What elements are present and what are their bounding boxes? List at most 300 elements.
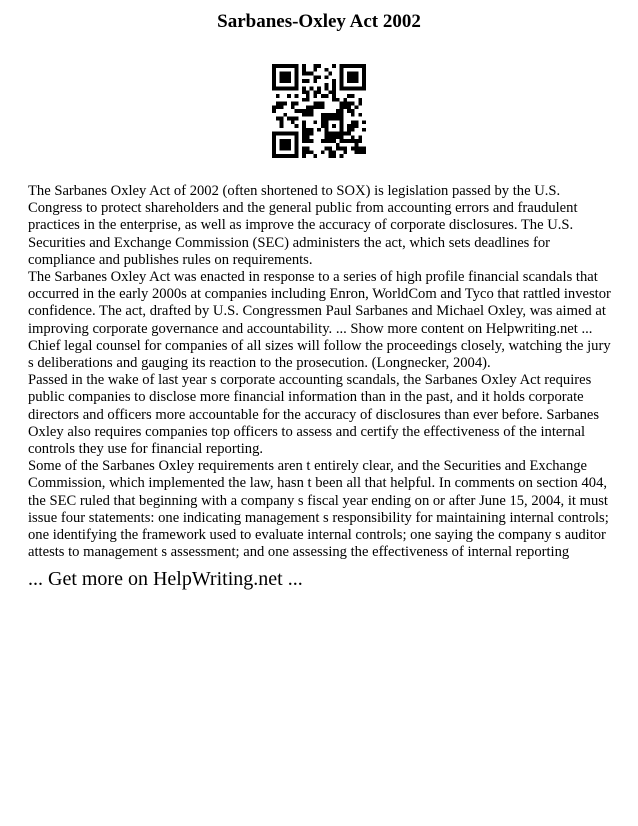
qr-module: [362, 64, 366, 68]
qr-module: [302, 98, 306, 102]
qr-module: [283, 143, 287, 147]
qr-module: [287, 87, 291, 91]
qr-module: [291, 117, 295, 121]
qr-module: [328, 72, 332, 76]
qr-module: [306, 79, 310, 83]
qr-module: [283, 64, 287, 68]
qr-module: [358, 98, 362, 102]
qr-module: [310, 139, 314, 143]
qr-module: [310, 72, 314, 76]
qr-module: [272, 132, 276, 136]
qr-module: [358, 150, 362, 154]
qr-module: [355, 139, 359, 143]
qr-module: [272, 68, 276, 72]
qr-module: [340, 87, 344, 91]
qr-module: [295, 83, 299, 87]
qr-module: [347, 87, 351, 91]
qr-module: [325, 147, 329, 151]
qr-module: [272, 79, 276, 83]
qr-module: [325, 87, 329, 91]
qr-module: [355, 87, 359, 91]
qr-module: [291, 105, 295, 109]
qr-module: [276, 94, 280, 98]
qr-module: [276, 132, 280, 136]
qr-module: [313, 79, 317, 83]
qr-module: [336, 117, 340, 121]
qr-module: [287, 79, 291, 83]
qr-module: [355, 147, 359, 151]
qr-module: [272, 147, 276, 151]
qr-module: [317, 128, 321, 132]
qr-module: [336, 109, 340, 113]
qr-module: [280, 132, 284, 136]
qr-module: [306, 98, 310, 102]
qr-module: [343, 87, 347, 91]
paragraph-requirements: Some of the Sarbanes Oxley requirements aren t entirely clear, and the Securities and Exchange Commission, which implemented the law, hasn t been all that helpful. In comments on section 404, the SEC ruled that beginning with a company s fiscal year ending on or after June 15, 2004, it must issue four statements: one indicating management s responsibility for maintaining internal controls; one identifying the framework used to evaluate internal controls; one saying the company s auditor attests to management s assessment; and one assessing the effectiveness of internal reporting: [28, 458, 609, 561]
qr-module: [283, 87, 287, 91]
qr-module: [276, 102, 280, 106]
paragraph-disclosure: Passed in the wake of last year s corporate accounting scandals, the Sarbanes Oxley Act requires public companies to disclose more financial information than in the past, and it holds corporate directors and officers more accountable for the accuracy of disclosures than ever before. Sarbanes Oxley also requires companies top officers to assess and certify the effectiveness of the internal controls they use for financial reporting.: [28, 372, 600, 458]
qr-module: [340, 68, 344, 72]
qr-module: [321, 124, 325, 128]
qr-module: [310, 128, 314, 132]
qr-module: [325, 83, 329, 87]
qr-module: [295, 143, 299, 147]
qr-module: [280, 117, 284, 121]
qr-module: [332, 64, 336, 68]
qr-module: [291, 64, 295, 68]
qr-module: [343, 132, 347, 136]
qr-module: [340, 105, 344, 109]
qr-module: [362, 83, 366, 87]
qr-module: [287, 143, 291, 147]
qr-module: [302, 113, 306, 117]
qr-module: [272, 72, 276, 76]
qr-module: [358, 147, 362, 151]
qr-module: [283, 113, 287, 117]
qr-module: [362, 150, 366, 154]
qr-module: [291, 87, 295, 91]
qr-module: [343, 64, 347, 68]
qr-module: [328, 154, 332, 158]
qr-module: [302, 135, 306, 139]
qr-module: [325, 113, 329, 117]
qr-module: [280, 105, 284, 109]
qr-module: [310, 113, 314, 117]
qr-module: [306, 72, 310, 76]
qr-module: [280, 64, 284, 68]
qr-module: [283, 139, 287, 143]
qr-module: [280, 72, 284, 76]
qr-module: [355, 150, 359, 154]
qr-module: [280, 79, 284, 83]
qr-module: [302, 132, 306, 136]
qr-module: [340, 154, 344, 158]
qr-module: [347, 109, 351, 113]
qr-module: [325, 120, 329, 124]
qr-module: [362, 128, 366, 132]
qr-module: [276, 64, 280, 68]
qr-module: [355, 124, 359, 128]
qr-module: [295, 109, 299, 113]
qr-module: [310, 150, 314, 154]
qr-module: [313, 68, 317, 72]
qr-module: [280, 154, 284, 158]
qr-module: [351, 124, 355, 128]
qr-module: [280, 143, 284, 147]
qr-module: [313, 105, 317, 109]
qr-module: [306, 135, 310, 139]
qr-module: [355, 105, 359, 109]
qr-module: [287, 117, 291, 121]
qr-module: [347, 75, 351, 79]
qr-module: [287, 94, 291, 98]
qr-module: [332, 90, 336, 94]
qr-module: [295, 150, 299, 154]
qr-module: [280, 120, 284, 124]
qr-module: [328, 147, 332, 151]
qr-module: [321, 113, 325, 117]
qr-module: [351, 113, 355, 117]
qr-module: [358, 87, 362, 91]
qr-module: [351, 72, 355, 76]
qr-module: [272, 109, 276, 113]
qr-module: [355, 143, 359, 147]
qr-module: [332, 79, 336, 83]
qr-module: [272, 75, 276, 79]
qr-module: [325, 124, 329, 128]
qr-module: [336, 132, 340, 136]
qr-module: [280, 124, 284, 128]
qr-module: [351, 109, 355, 113]
qr-module: [295, 68, 299, 72]
qr-module: [298, 109, 302, 113]
qr-module: [276, 154, 280, 158]
qr-module: [340, 79, 344, 83]
qr-module: [336, 98, 340, 102]
qr-code-icon: [272, 64, 366, 158]
qr-module: [272, 64, 276, 68]
qr-module: [291, 102, 295, 106]
qr-module: [340, 117, 344, 121]
qr-module: [313, 120, 317, 124]
qr-module: [362, 72, 366, 76]
qr-module: [321, 94, 325, 98]
qr-module: [343, 150, 347, 154]
qr-module: [355, 64, 359, 68]
qr-module: [321, 150, 325, 154]
document-title: Sarbanes-Oxley Act 2002: [217, 11, 421, 32]
qr-module: [295, 147, 299, 151]
qr-module: [295, 102, 299, 106]
qr-module: [306, 113, 310, 117]
qr-module: [306, 90, 310, 94]
qr-module: [355, 72, 359, 76]
qr-module: [295, 94, 299, 98]
qr-module: [332, 124, 336, 128]
qr-module: [325, 68, 329, 72]
qr-module: [306, 139, 310, 143]
qr-module: [351, 147, 355, 151]
qr-module: [347, 64, 351, 68]
qr-module: [310, 109, 314, 113]
qr-module: [362, 120, 366, 124]
qr-module: [355, 75, 359, 79]
qr-module: [287, 139, 291, 143]
qr-module: [306, 147, 310, 151]
qr-module: [351, 87, 355, 91]
qr-module: [287, 75, 291, 79]
qr-module: [291, 120, 295, 124]
qr-module: [325, 139, 329, 143]
qr-module: [283, 154, 287, 158]
qr-module: [340, 124, 344, 128]
qr-module: [302, 90, 306, 94]
qr-module: [313, 75, 317, 79]
qr-module: [347, 124, 351, 128]
qr-module: [332, 150, 336, 154]
qr-module: [351, 64, 355, 68]
qr-module: [347, 102, 351, 106]
qr-module: [321, 102, 325, 106]
qr-module: [328, 117, 332, 121]
qr-module: [313, 64, 317, 68]
qr-module: [332, 117, 336, 121]
qr-module: [280, 75, 284, 79]
qr-module: [287, 154, 291, 158]
document-body: [28, 183, 618, 561]
qr-module: [351, 75, 355, 79]
qr-module: [302, 109, 306, 113]
qr-module: [328, 132, 332, 136]
qr-module: [317, 90, 321, 94]
qr-module: [302, 154, 306, 158]
qr-module: [343, 105, 347, 109]
qr-module: [280, 87, 284, 91]
qr-module: [313, 154, 317, 158]
qr-module: [302, 87, 306, 91]
qr-module: [347, 139, 351, 143]
qr-module: [355, 79, 359, 83]
qr-module: [336, 143, 340, 147]
qr-module: [310, 132, 314, 136]
qr-module: [302, 120, 306, 124]
qr-module: [306, 105, 310, 109]
qr-module: [306, 150, 310, 154]
qr-module: [272, 150, 276, 154]
paragraph-legal-counsel: Chief legal counsel for companies of all sizes will follow the proceedings closely, watching the jury s deliberations and gauging its reaction to the prosecution. (Longnecker, 2004).: [28, 337, 611, 372]
qr-module: [325, 135, 329, 139]
qr-module: [321, 139, 325, 143]
qr-module: [343, 147, 347, 151]
qr-module: [283, 75, 287, 79]
qr-module: [302, 72, 306, 76]
qr-module: [340, 102, 344, 106]
qr-module: [340, 135, 344, 139]
qr-module: [295, 124, 299, 128]
qr-module: [351, 102, 355, 106]
qr-module: [302, 64, 306, 68]
qr-module: [347, 128, 351, 132]
qr-module: [317, 87, 321, 91]
qr-module: [302, 139, 306, 143]
qr-module: [272, 87, 276, 91]
qr-module: [358, 64, 362, 68]
paragraph-history: The Sarbanes Oxley Act was enacted in response to a series of high profile financial scandals that occurred in the early 2000s at companies including Enron, WorldCom and Tyco that rattled investor confidence. The act, drafted by U.S. Congressmen Paul Sarbanes and Michael Oxley, was aimed at improving corporate governance and accountability. ... Show more content on Helpwriting.net ...: [28, 269, 611, 337]
qr-module: [343, 139, 347, 143]
qr-module: [295, 154, 299, 158]
qr-module: [306, 128, 310, 132]
qr-module: [295, 132, 299, 136]
qr-module: [280, 102, 284, 106]
qr-module: [272, 154, 276, 158]
qr-module: [325, 75, 329, 79]
qr-module: [332, 139, 336, 143]
qr-module: [340, 120, 344, 124]
paragraph-intro: The Sarbanes Oxley Act of 2002 (often shortened to SOX) is legislation passed by the U.S. Congress to protect shareholders and the general public from accounting errors and fraudulent practices in the enterprise, as well as improve the accuracy of corporate disclosures. The U.S. Securities and Exchange Commission (SEC) administers the act, which sets deadlines for compliance and publishes rules on requirements.: [28, 183, 578, 268]
qr-module: [340, 109, 344, 113]
qr-module: [328, 139, 332, 143]
qr-module: [332, 154, 336, 158]
qr-module: [340, 113, 344, 117]
qr-module: [343, 102, 347, 106]
qr-module: [283, 79, 287, 83]
qr-module: [313, 94, 317, 98]
qr-module: [347, 79, 351, 83]
qr-module: [336, 113, 340, 117]
qr-module: [347, 132, 351, 136]
qr-module: [328, 135, 332, 139]
qr-module: [351, 128, 355, 132]
qr-module: [272, 143, 276, 147]
qr-module: [340, 132, 344, 136]
qr-module: [295, 117, 299, 121]
qr-module: [295, 135, 299, 139]
qr-module: [321, 105, 325, 109]
qr-module: [283, 132, 287, 136]
qr-module: [332, 132, 336, 136]
qr-module: [317, 105, 321, 109]
qr-module: [272, 83, 276, 87]
qr-module: [287, 147, 291, 151]
qr-module: [340, 83, 344, 87]
qr-module: [347, 105, 351, 109]
qr-module: [332, 83, 336, 87]
qr-module: [302, 68, 306, 72]
qr-module: [362, 75, 366, 79]
qr-module: [340, 128, 344, 132]
qr-module: [283, 72, 287, 76]
qr-module: [302, 128, 306, 132]
qr-module: [295, 87, 299, 91]
qr-module: [332, 98, 336, 102]
qr-module: [287, 72, 291, 76]
qr-module: [332, 87, 336, 91]
qr-module: [343, 98, 347, 102]
qr-module: [302, 79, 306, 83]
qr-module: [276, 87, 280, 91]
qr-module: [336, 135, 340, 139]
qr-module: [317, 64, 321, 68]
qr-module: [306, 94, 310, 98]
qr-module: [276, 105, 280, 109]
qr-module: [295, 64, 299, 68]
qr-module: [325, 132, 329, 136]
qr-module: [272, 139, 276, 143]
qr-module: [340, 64, 344, 68]
qr-module: [332, 113, 336, 117]
qr-module: [351, 139, 355, 143]
qr-module: [358, 113, 362, 117]
qr-module: [362, 87, 366, 91]
qr-module: [302, 147, 306, 151]
qr-module: [283, 102, 287, 106]
qr-module: [280, 147, 284, 151]
qr-module: [276, 117, 280, 121]
qr-module: [306, 132, 310, 136]
qr-module: [332, 135, 336, 139]
qr-module: [340, 72, 344, 76]
qr-module: [362, 147, 366, 151]
qr-module: [362, 68, 366, 72]
qr-module: [291, 154, 295, 158]
qr-module: [340, 139, 344, 143]
qr-module: [362, 79, 366, 83]
qr-module: [351, 94, 355, 98]
qr-module: [287, 132, 291, 136]
qr-module: [283, 147, 287, 151]
qr-module: [358, 135, 362, 139]
qr-module: [272, 135, 276, 139]
qr-module: [325, 94, 329, 98]
qr-module: [295, 139, 299, 143]
qr-module: [272, 105, 276, 109]
qr-module: [295, 72, 299, 76]
qr-module: [295, 79, 299, 83]
qr-module: [340, 147, 344, 151]
qr-module: [317, 102, 321, 106]
qr-module: [351, 79, 355, 83]
qr-module: [358, 139, 362, 143]
qr-module: [302, 150, 306, 154]
qr-module: [306, 109, 310, 113]
qr-module: [328, 150, 332, 154]
qr-module: [351, 120, 355, 124]
qr-module: [325, 117, 329, 121]
qr-module: [351, 135, 355, 139]
qr-module: [310, 87, 314, 91]
qr-module: [295, 75, 299, 79]
qr-module: [280, 139, 284, 143]
qr-module: [336, 147, 340, 151]
qr-module: [321, 120, 325, 124]
qr-module: [291, 132, 295, 136]
qr-module: [310, 105, 314, 109]
qr-module: [358, 102, 362, 106]
qr-module: [328, 113, 332, 117]
qr-module: [340, 75, 344, 79]
qr-module: [313, 90, 317, 94]
get-more-link[interactable]: ... Get more on HelpWriting.net ...: [28, 568, 303, 590]
qr-module: [328, 90, 332, 94]
qr-module: [347, 94, 351, 98]
qr-module: [347, 72, 351, 76]
qr-module: [313, 102, 317, 106]
qr-module: [317, 75, 321, 79]
qr-module: [325, 128, 329, 132]
qr-module: [332, 94, 336, 98]
qr-module: [321, 117, 325, 121]
